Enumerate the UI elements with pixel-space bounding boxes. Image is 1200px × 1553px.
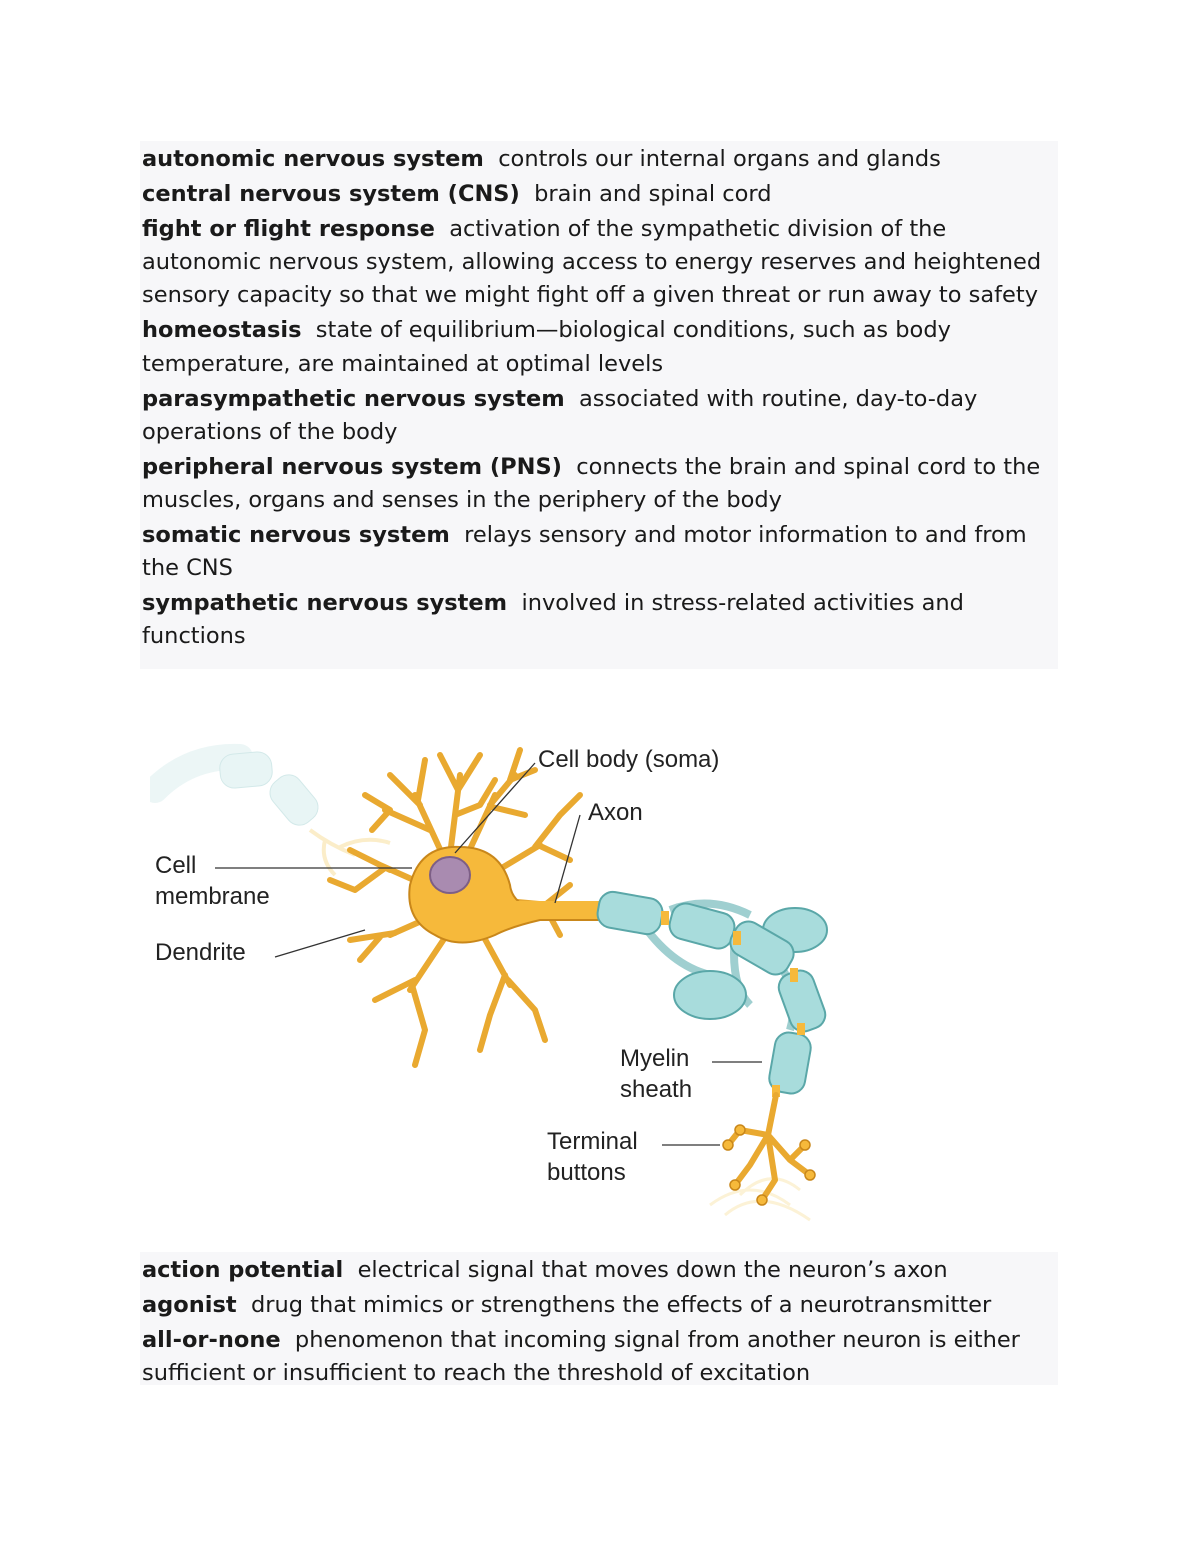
glossary-term: somatic nervous system xyxy=(142,522,450,549)
glossary-definition: drug that mimics or strengthens the effects of a neurotransmitter xyxy=(250,1292,992,1319)
glossary-definition: relays sensory and motor information to and from the CNS xyxy=(142,522,1027,582)
neuron-diagram xyxy=(150,735,860,1230)
glossary-definition: state of equilibrium—biological conditions, such as body temperature, are maintained at optimal levels xyxy=(142,317,951,377)
glossary-term: agonist xyxy=(142,1292,237,1319)
glossary-term: parasympathetic nervous system xyxy=(142,385,565,412)
label-terminal-line2: buttons xyxy=(547,1159,626,1186)
glossary-entry xyxy=(140,449,1058,517)
glossary-term: homeostasis xyxy=(142,317,302,344)
glossary-definition: brain and spinal cord xyxy=(534,181,772,208)
glossary-definition: connects the brain and spinal cord to the muscles, organs and senses in the periphery of the body xyxy=(142,453,1041,513)
label-myelin-line1: Myelin xyxy=(620,1045,690,1072)
glossary-entry xyxy=(140,141,1058,176)
glossary-definition: controls our internal organs and glands xyxy=(498,146,941,172)
glossary-definition: phenomenon that incoming signal from another neuron is either sufficient or insufficient to reach the threshold of excitation xyxy=(142,1327,1020,1387)
glossary-term: fight or flight response xyxy=(142,216,435,243)
glossary-entry xyxy=(140,381,1058,449)
glossary-term: all-or-none xyxy=(142,1327,281,1354)
glossary-term: central nervous system (CNS) xyxy=(142,181,520,208)
glossary-top xyxy=(140,141,1058,669)
glossary-definition: involved in stress-related activities and functions xyxy=(142,590,964,650)
glossary-term: sympathetic nervous system xyxy=(142,590,508,617)
label-terminal-line1: Terminal xyxy=(547,1128,638,1155)
label-cell-membrane-line2: membrane xyxy=(155,883,270,910)
glossary-entry xyxy=(140,1322,1058,1390)
label-myelin-line2: sheath xyxy=(620,1076,693,1103)
label-cell-membrane-line1: Cell xyxy=(155,852,197,879)
glossary-definition: electrical signal that moves down the neuron’s axon xyxy=(357,1257,948,1283)
glossary-definition: associated with routine, day-to-day operations of the body xyxy=(142,385,978,445)
glossary-term: autonomic nervous system xyxy=(142,146,484,172)
label-cell-body: Cell body (soma) xyxy=(538,746,720,773)
nucleus xyxy=(430,857,470,893)
glossary-entry xyxy=(140,1252,1058,1287)
glossary-entry xyxy=(140,585,1058,653)
glossary-entry xyxy=(140,176,1058,211)
glossary-definition: activation of the sympathetic division of the autonomic nervous system, allowing access to energy reserves and heightened sensory capacity so that we might fight off a given threat or run away to safety xyxy=(142,216,1042,309)
glossary-term: peripheral nervous system (PNS) xyxy=(142,453,562,480)
neuron-illustration xyxy=(150,735,860,1230)
label-dendrite: Dendrite xyxy=(155,939,246,966)
glossary-entry xyxy=(140,211,1058,312)
glossary-entry xyxy=(140,1287,1058,1322)
glossary-term: action potential xyxy=(142,1257,344,1283)
glossary-entry xyxy=(140,517,1058,585)
glossary-bottom xyxy=(140,1252,1058,1385)
label-axon: Axon xyxy=(588,799,643,826)
glossary-entry xyxy=(140,312,1058,380)
